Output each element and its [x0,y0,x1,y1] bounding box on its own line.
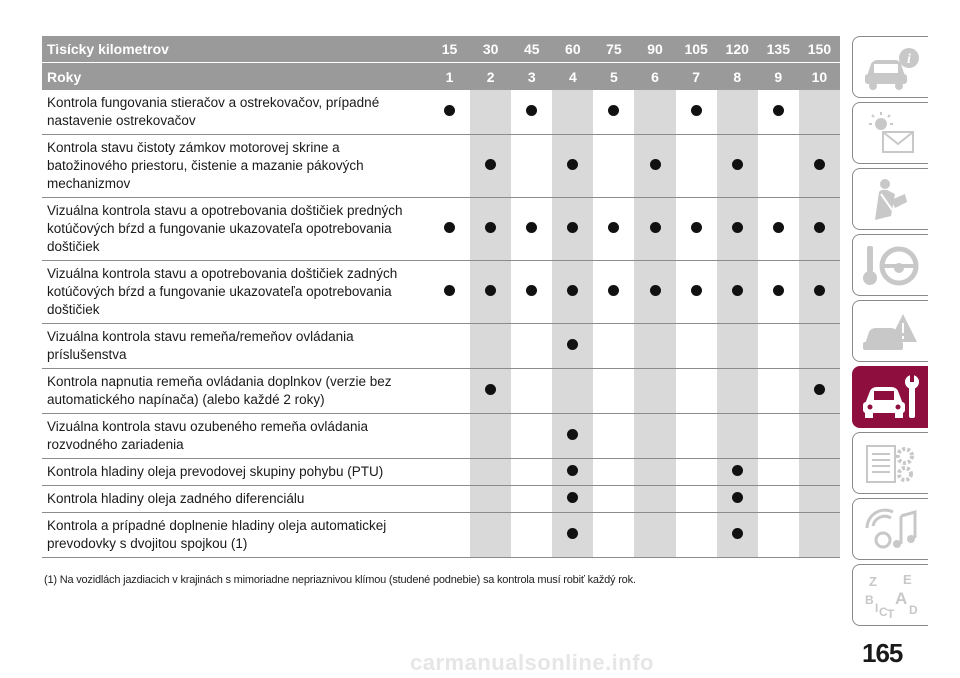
schedule-cell [799,486,840,513]
footnote: (1) Na vozidlách jazdiacich v krajinách s mimoriadne nepriaznivou klímou (studené podnebie) sa kontrola musí robiť každý rok. [44,574,636,586]
warning-lights-message-icon [861,110,921,158]
car-info-icon [861,44,921,92]
header-row-km [42,36,840,63]
schedule-cell [758,90,799,135]
check-dot-icon [567,528,578,539]
check-dot-icon [773,105,784,116]
schedule-cell [429,261,470,324]
schedule-cell [470,261,511,324]
table-row [42,324,840,369]
header-km-cell: 120 [717,36,758,63]
schedule-cell [676,90,717,135]
check-dot-icon [814,285,825,296]
page-number: 165 [862,638,903,668]
schedule-cell [676,486,717,513]
table-row [42,90,840,135]
check-dot-icon [691,105,702,116]
check-dot-icon [485,222,496,233]
check-dot-icon [814,384,825,395]
table-row [42,414,840,459]
schedule-cell [758,324,799,369]
schedule-cell [511,414,552,459]
check-dot-icon [567,159,578,170]
schedule-cell [429,513,470,558]
schedule-cell [511,486,552,513]
schedule-cell [799,459,840,486]
check-dot-icon [814,222,825,233]
schedule-cell [758,369,799,414]
schedule-cell [593,90,634,135]
schedule-cell [429,369,470,414]
schedule-cell [511,261,552,324]
check-dot-icon [567,222,578,233]
check-dot-icon [526,105,537,116]
schedule-cell [470,369,511,414]
check-dot-icon [485,384,496,395]
index-letter: D [909,603,918,617]
schedule-cell [758,513,799,558]
schedule-cell [758,135,799,198]
schedule-cell [799,261,840,324]
table-row [42,513,840,558]
schedule-cell [717,324,758,369]
schedule-cell [758,261,799,324]
header-km-label: Tisícky kilometrov [42,36,429,63]
schedule-cell [593,513,634,558]
row-description: Vizuálna kontrola stavu a opotrebovania doštičiek predných kotúčových bŕzd a fungovanie ukazovateľa opotrebovania doštičiek [42,198,429,261]
check-dot-icon [526,285,537,296]
schedule-cell [676,459,717,486]
header-km-cell: 60 [552,36,593,63]
schedule-cell [758,414,799,459]
key-steering-wheel-icon [861,242,921,290]
check-dot-icon [691,222,702,233]
schedule-cell [511,324,552,369]
schedule-cell [758,486,799,513]
specifications-gear-icon [861,440,921,488]
schedule-cell [470,90,511,135]
schedule-cell [634,324,675,369]
schedule-cell [552,459,593,486]
check-dot-icon [773,285,784,296]
schedule-cell [552,198,593,261]
index-letter: T [887,607,895,620]
svg-text:i: i [907,52,911,67]
table-row [42,198,840,261]
schedule-cell [511,459,552,486]
schedule-cell [634,369,675,414]
schedule-cell [552,369,593,414]
check-dot-icon [567,492,578,503]
schedule-cell [634,486,675,513]
schedule-cell [676,369,717,414]
schedule-cell [429,135,470,198]
schedule-cell [758,459,799,486]
header-year-cell: 2 [470,63,511,91]
schedule-cell [799,198,840,261]
schedule-cell [634,513,675,558]
schedule-cell [552,486,593,513]
tab-car-info[interactable] [852,36,928,98]
schedule-cell [676,198,717,261]
row-description: Kontrola napnutia remeňa ovládania doplnkov (verzie bez automatického napínača) (alebo každé 2 roky) [42,369,429,414]
tab-maintenance[interactable] [852,366,928,428]
schedule-cell [676,324,717,369]
schedule-cell [470,324,511,369]
schedule-cell [717,459,758,486]
header-row-years [42,63,840,91]
check-dot-icon [567,339,578,350]
tab-safety[interactable] [852,168,928,230]
schedule-cell [717,261,758,324]
row-description: Vizuálna kontrola stavu remeňa/remeňov ovládania príslušenstva [42,324,429,369]
schedule-cell [470,513,511,558]
schedule-cell [552,324,593,369]
schedule-cell [676,513,717,558]
check-dot-icon [691,285,702,296]
check-dot-icon [732,528,743,539]
header-km-cell: 30 [470,36,511,63]
header-year-cell: 10 [799,63,840,91]
schedule-cell [552,90,593,135]
header-km-cell: 90 [634,36,675,63]
check-dot-icon [732,465,743,476]
schedule-cell [470,135,511,198]
schedule-cell [799,414,840,459]
index-letter: A [895,589,908,608]
tab-index[interactable] [852,564,928,626]
schedule-cell [511,513,552,558]
schedule-cell [634,90,675,135]
schedule-cell [511,198,552,261]
header-km-cell: 45 [511,36,552,63]
header-year-cell: 3 [511,63,552,91]
schedule-cell [717,486,758,513]
schedule-cell [429,90,470,135]
header-km-cell: 15 [429,36,470,63]
check-dot-icon [567,465,578,476]
header-km-cell: 105 [676,36,717,63]
check-dot-icon [485,285,496,296]
alphabetical-index-icon [861,572,921,620]
schedule-cell [717,369,758,414]
header-year-cell: 8 [717,63,758,91]
tab-starting-driving[interactable] [852,234,928,296]
tab-emergency[interactable] [852,300,928,362]
check-dot-icon [526,222,537,233]
car-crash-warning-icon [861,308,921,356]
check-dot-icon [444,105,455,116]
schedule-cell [511,90,552,135]
schedule-cell [552,135,593,198]
schedule-cell [593,198,634,261]
schedule-cell [676,261,717,324]
schedule-cell [634,135,675,198]
check-dot-icon [732,159,743,170]
row-description: Vizuálna kontrola stavu ozubeného remeňa ovládania rozvodného zariadenia [42,414,429,459]
row-description: Kontrola fungovania stieračov a ostrekovačov, prípadné nastavenie ostrekovačov [42,90,429,135]
header-year-cell: 5 [593,63,634,91]
schedule-cell [717,198,758,261]
table-row [42,369,840,414]
row-description: Kontrola a prípadné doplnenie hladiny oleja automatickej prevodovky s dvojitou spojkou (1) [42,513,429,558]
schedule-cell [552,513,593,558]
tab-warning-lights[interactable] [852,102,928,164]
schedule-cell [717,414,758,459]
schedule-cell [552,414,593,459]
schedule-cell [799,513,840,558]
schedule-cell [470,198,511,261]
header-year-cell: 6 [634,63,675,91]
check-dot-icon [608,285,619,296]
check-dot-icon [444,222,455,233]
header-km-cell: 150 [799,36,840,63]
schedule-cell [758,198,799,261]
tab-multimedia[interactable] [852,498,928,560]
header-km-cell: 135 [758,36,799,63]
schedule-cell [511,135,552,198]
schedule-cell [799,135,840,198]
schedule-cell [634,198,675,261]
row-description: Kontrola hladiny oleja prevodovej skupiny pohybu (PTU) [42,459,429,486]
check-dot-icon [485,159,496,170]
check-dot-icon [732,492,743,503]
index-letter: C [879,605,888,619]
schedule-cell [593,414,634,459]
multimedia-music-icon [861,506,921,554]
check-dot-icon [814,159,825,170]
table-row [42,486,840,513]
car-maintenance-wrench-icon [861,374,921,422]
header-years-label: Roky [42,63,429,91]
schedule-cell [593,369,634,414]
check-dot-icon [650,222,661,233]
schedule-cell [429,198,470,261]
check-dot-icon [650,159,661,170]
schedule-cell [552,261,593,324]
schedule-cell [799,324,840,369]
header-km-cell: 75 [593,36,634,63]
schedule-cell [799,369,840,414]
index-letter: E [903,572,912,587]
tab-specifications[interactable] [852,432,928,494]
check-dot-icon [608,222,619,233]
check-dot-icon [567,429,578,440]
schedule-cell [676,135,717,198]
schedule-cell [634,261,675,324]
schedule-cell [593,135,634,198]
schedule-cell [470,414,511,459]
row-description: Kontrola stavu čistoty zámkov motorovej skrine a batožinového priestoru, čistenie a mazanie pákových mechanizmov [42,135,429,198]
index-letter: B [865,593,874,607]
header-year-cell: 1 [429,63,470,91]
schedule-cell [634,459,675,486]
check-dot-icon [650,285,661,296]
schedule-cell [676,414,717,459]
check-dot-icon [567,285,578,296]
watermark: carmanualsonline.info [410,650,654,675]
row-description: Kontrola hladiny oleja zadného diferenciálu [42,486,429,513]
table-row [42,459,840,486]
table-row [42,261,840,324]
table-row [42,135,840,198]
schedule-cell [593,324,634,369]
schedule-cell [717,90,758,135]
schedule-cell [470,459,511,486]
index-letter: Z [869,574,877,589]
header-year-cell: 4 [552,63,593,91]
schedule-cell [593,486,634,513]
schedule-cell [429,324,470,369]
schedule-cell [593,261,634,324]
check-dot-icon [773,222,784,233]
check-dot-icon [732,285,743,296]
schedule-cell [429,486,470,513]
row-description: Vizuálna kontrola stavu a opotrebovania doštičiek zadných kotúčových bŕzd a fungovanie ukazovateľa opotrebovania doštičiek [42,261,429,324]
maintenance-schedule-table [42,36,840,558]
schedule-cell [717,513,758,558]
schedule-cell [799,90,840,135]
schedule-cell [429,414,470,459]
check-dot-icon [444,285,455,296]
schedule-cell [470,486,511,513]
check-dot-icon [608,105,619,116]
schedule-cell [593,459,634,486]
header-year-cell: 9 [758,63,799,91]
index-letter: I [875,601,879,615]
schedule-cell [634,414,675,459]
schedule-cell [429,459,470,486]
check-dot-icon [732,222,743,233]
seat-airbag-icon [861,176,921,224]
schedule-cell [717,135,758,198]
schedule-cell [511,369,552,414]
header-year-cell: 7 [676,63,717,91]
